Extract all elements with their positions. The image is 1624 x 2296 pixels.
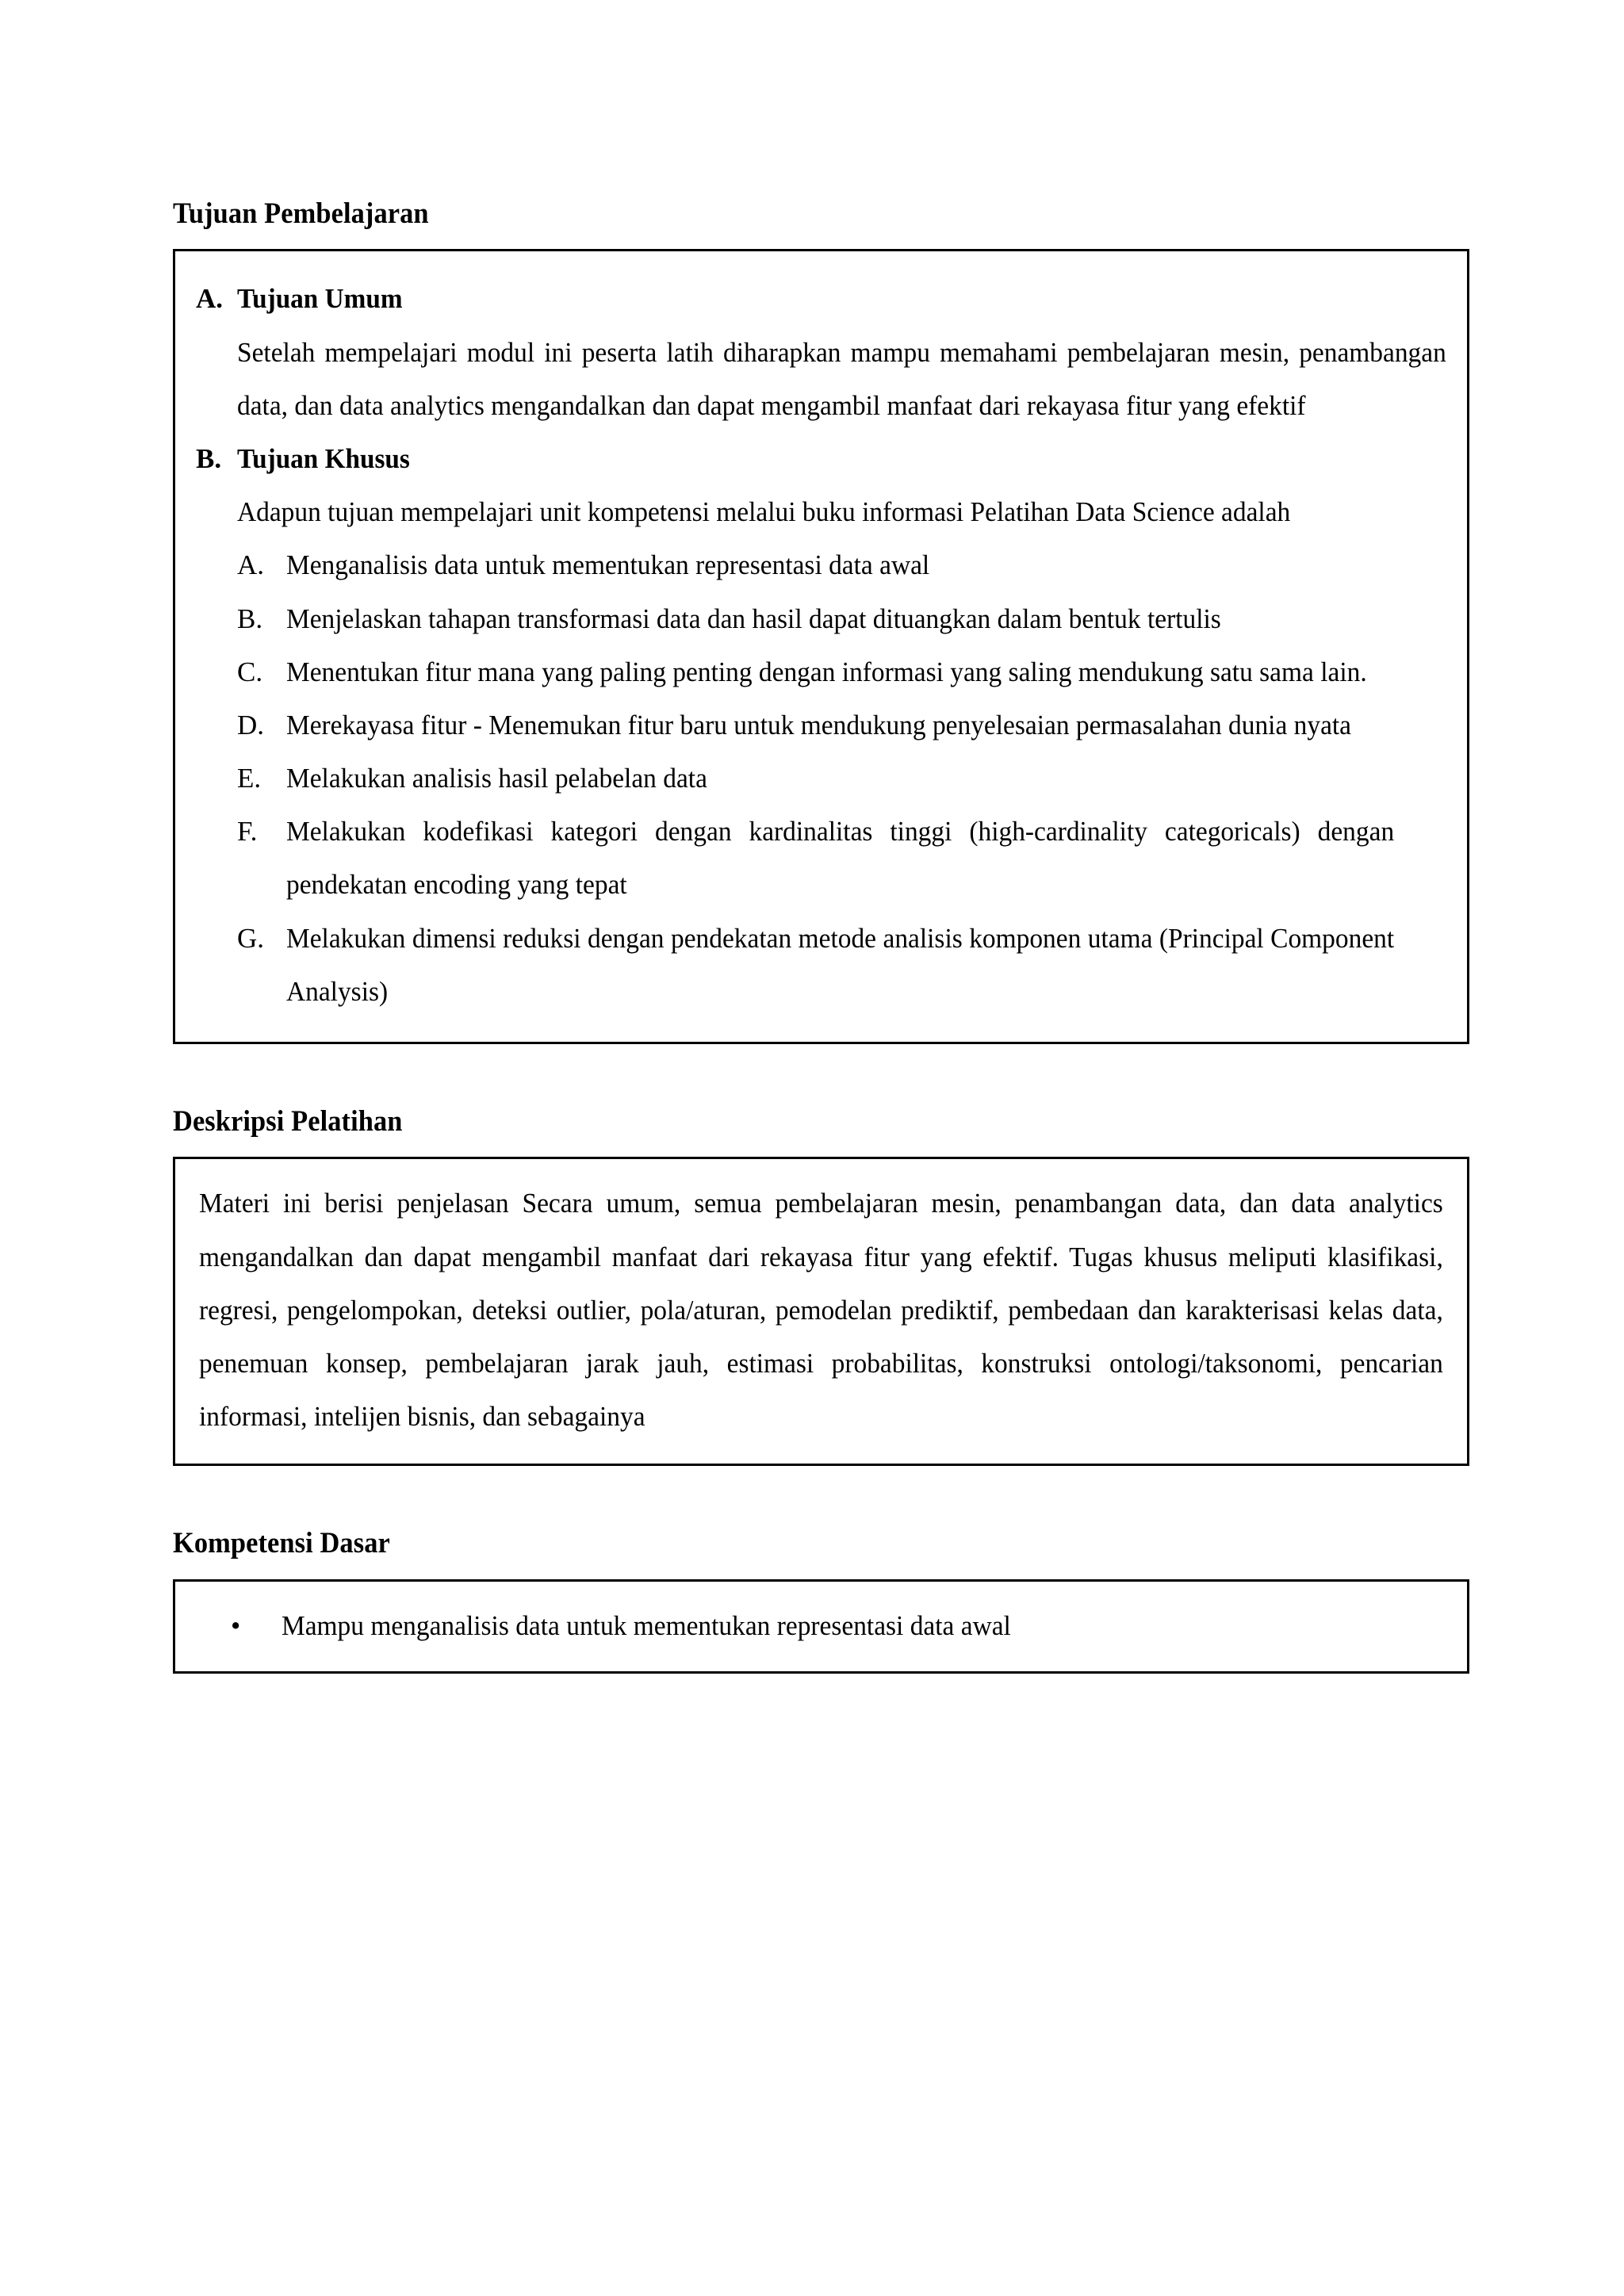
section-heading-tujuan-pembelajaran: Tujuan Pembelajaran [173,197,429,230]
list-item-marker: G. [237,922,265,954]
list-item [237,752,1446,805]
list-item [237,698,1446,752]
list-item-marker: C. [237,656,263,687]
list-item [237,805,1446,911]
tujuan-umum-marker: A. [196,283,224,315]
list-item [231,1599,1446,1652]
section-heading-kompetensi-dasar: Kompetensi Dasar [173,1527,390,1560]
section-heading-deskripsi-pelatihan: Deskripsi Pelatihan [173,1105,403,1138]
tujuan-khusus-list [237,538,1446,1018]
tujuan-khusus-intro-paragraph: Adapun tujuan mempelajari unit kompetensi melalui buku informasi Pelatihan Data Science adalah [237,496,1291,528]
tujuan-khusus-marker: B. [196,442,222,474]
list-item-text: Melakukan analisis hasil pelabelan data [286,763,707,794]
list-item-text: Melakukan kodefikasi kategori dengan kardinalitas tinggi (high-cardinality categoricals) dengan pendekatan encoding yang tepat [286,816,1395,901]
list-item-text: Menentukan fitur mana yang paling penting dengan informasi yang saling mendukung satu sama lain. [286,656,1367,687]
kompetensi-dasar-list [196,1599,1446,1652]
tujuan-khusus-title: Tujuan Khusus [237,442,410,474]
list-item-text: Melakukan dimensi reduksi dengan pendekatan metode analisis komponen utama (Principal Component Analysis) [286,922,1395,1007]
list-item-marker: A. [237,549,265,581]
list-item [237,645,1446,698]
list-item [237,592,1446,645]
list-item-text: Menganalisis data untuk mementukan representasi data awal [286,549,930,581]
tujuan-pembelajaran-box [173,249,1469,1044]
tujuan-umum-heading-row [196,272,1446,325]
list-item-marker: E. [237,763,262,794]
deskripsi-pelatihan-box [173,1157,1469,1466]
list-item-text: Menjelaskan tahapan transformasi data dan hasil dapat dituangkan dalam bentuk tertulis [286,603,1221,634]
kompetensi-dasar-box [173,1579,1469,1674]
list-item [237,538,1446,591]
list-item-text: Mampu menganalisis data untuk mementukan representasi data awal [282,1609,1011,1641]
tujuan-umum-title: Tujuan Umum [237,283,403,315]
list-item-marker: F. [237,816,258,848]
list-item [237,912,1446,1018]
tujuan-umum-paragraph: Setelah mempelajari modul ini peserta latih diharapkan mampu memahami pembelajaran mesin, penambangan data, dan data analytics mengandalkan dan dapat mengambil manfaat dari rekayasa fitur yang efektif [237,336,1446,421]
deskripsi-pelatihan-paragraph: Materi ini berisi penjelasan Secara umum, semua pembelajaran mesin, penambangan data, dan data analytics mengandalkan dan dapat mengambil manfaat dari rekayasa fitur yang efektif. Tugas khusus meliputi klasifikasi, regresi, pengelompokan, deteksi outlier, pola/aturan, pemodelan prediktif, pembedaan dan karakterisasi kelas data, penemuan konsep, pembelajaran jarak jauh, estimasi probabilitas, konstruksi ontologi/taksonomi, pencarian informasi, intelijen bisnis, dan sebagainya [199,1188,1443,1433]
tujuan-umum-body-wrap [237,326,1446,432]
list-item-text: Merekayasa fitur - Menemukan fitur baru untuk mendukung penyelesaian permasalahan dunia nyata [286,709,1352,740]
tujuan-khusus-intro-wrap [237,485,1446,538]
tujuan-khusus-heading-row [196,432,1446,485]
bullet-icon: • [231,1609,241,1641]
list-item-marker: D. [237,709,265,740]
list-item-marker: B. [237,603,263,634]
spacer [173,1466,1469,1526]
spacer [173,1044,1469,1104]
